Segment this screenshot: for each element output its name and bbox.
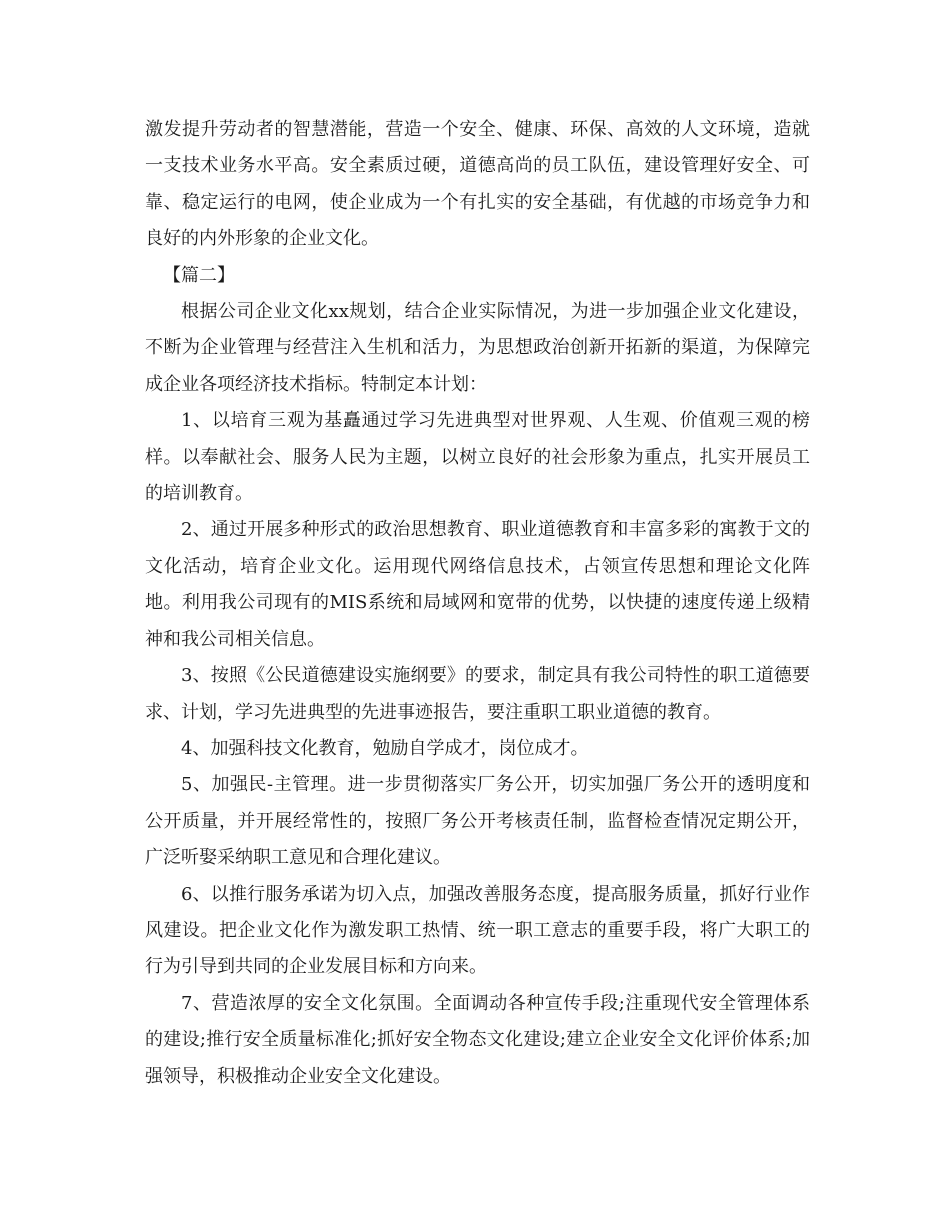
section-heading: 【篇二】: [163, 264, 235, 286]
list-item: 3、按照《公民道德建设实施纲要》的要求，制定具有我公司特性的职工道德要求、计划，学习先进典型的先进事迹报告，要注重职工职业道德的教育。: [145, 665, 810, 723]
document-body: [145, 112, 810, 1095]
list-item: 5、加强民-主管理。进一步贯彻落实厂务公开，切实加强厂务公开的透明度和公开质量，并开展经常性的，按照厂务公开考核责任制，监督检查情况定期公开，广泛听娶采纳职工意见和合理化建议。: [145, 774, 810, 869]
list-item: 2、通过开展多种形式的政治思想教育、职业道德教育和丰富多彩的寓教于文的文化活动，培育企业文化。运用现代网络信息技术，占领宣传思想和理论文化阵地。利用我公司现有的MIS系统和局域网和宽带的优势，以快捷的速度传递上级精神和我公司相关信息。: [145, 519, 810, 650]
list-item: 7、营造浓厚的安全文化氛围。全面调动各种宣传手段;注重现代安全管理体系的建设;推行安全质量标准化;抓好安全物态文化建设;建立企业安全文化评价体系;加强领导，积极推动企业安全文化建设。: [145, 992, 810, 1087]
list-item: 4、加强科技文化教育，勉励自学成才，岗位成才。: [181, 737, 589, 759]
list-item: 6、以推行服务承诺为切入点，加强改善服务态度，提高服务质量，抓好行业作风建设。把企业文化作为激发职工热情、统一职工意志的重要手段，将广大职工的行为引导到共同的企业发展目标和方向来。: [145, 883, 810, 978]
lead-paragraph: 根据公司企业文化xx规划，结合企业实际情况，为进一步加强企业文化建设，不断为企业管理与经营注入生机和活力，为思想政治创新开拓新的渠道，为保障完成企业各项经济技术指标。特制定本计划：: [145, 301, 810, 395]
list-item: 1、以培育三观为基矗通过学习先进典型对世界观、人生观、价值观三观的榜样。以奉献社会、服务人民为主题，以树立良好的社会形象为重点，扎实开展员工的培训教育。: [145, 410, 810, 505]
intro-paragraph: 激发提升劳动者的智慧潜能，营造一个安全、健康、环保、高效的人文环境，造就一支技术业务水平高。安全素质过硬，道德高尚的员工队伍，建设管理好安全、可靠、稳定运行的电网，使企业成为一个有扎实的安全基础，有优越的市场竞争力和良好的内外形象的企业文化。: [145, 119, 810, 250]
